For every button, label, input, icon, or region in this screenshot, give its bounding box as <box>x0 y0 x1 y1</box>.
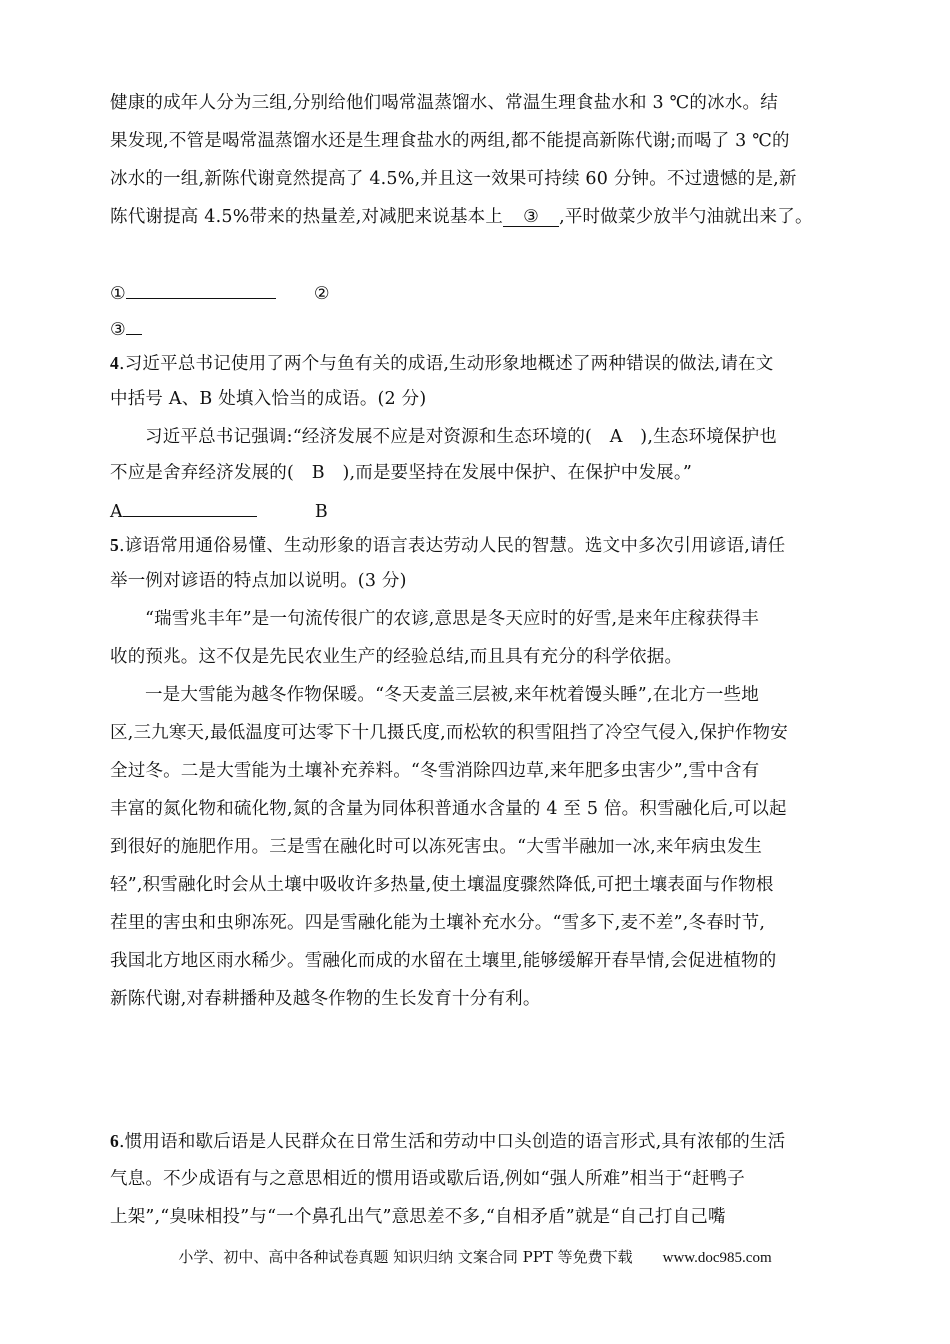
reading-line: “瑞雪兆丰年”是一句流传很广的农谚,意思是冬天应时的好雪,是来年庄稼获得丰 <box>145 609 759 629</box>
question-text: .谚语常用通俗易懂、生动形象的语言表达劳动人民的智慧。选文中多次引用谚语,请任 <box>118 536 786 556</box>
quote-line: 习近平总书记强调:“经济发展不应是对资源和生态环境的( A ),生态环境保护也 <box>145 427 777 447</box>
question-text: 举一例对谚语的特点加以说明。(3 分) <box>110 571 407 591</box>
question-text: .习近平总书记使用了两个与鱼有关的成语,生动形象地概述了两种错误的做法,请在文 <box>118 354 774 374</box>
question-number: 5 <box>110 535 119 555</box>
footer-text: 小学、初中、高中各种试卷真题 知识归纳 文案合同 PPT 等免费下载 <box>178 1248 633 1266</box>
answer-label-2: ② <box>313 284 330 304</box>
answer-label-a: A <box>110 502 123 522</box>
answer-label-b: B <box>314 502 328 522</box>
passage-line <box>110 206 845 228</box>
answer-row-1 <box>110 280 845 305</box>
question-text: 上架”,“臭味相投”与“一个鼻孔出气”意思差不多,“自相矛盾”就是“自己打自己嘴 <box>110 1207 726 1227</box>
answer-blank-a[interactable] <box>123 498 257 517</box>
question-4 <box>110 352 845 375</box>
reading-line: 收的预兆。这不仅是先民农业生产的经验总结,而且具有充分的科学依据。 <box>110 647 683 667</box>
answer-label-1: ① <box>110 284 126 304</box>
fill-blank-3[interactable]: ③ <box>503 208 559 227</box>
reading-line: 新陈代谢,对春耕播种及越冬作物的生长发育十分有利。 <box>110 989 541 1009</box>
question-text: .惯用语和歇后语是人民群众在日常生活和劳动中口头创造的语言形式,具有浓郁的生活 <box>118 1132 786 1152</box>
passage-line: 健康的成年人分为三组,分别给他们喝常温蒸馏水、常温生理食盐水和 3 ℃的冰水。结 <box>110 93 778 113</box>
reading-line: 我国北方地区雨水稀少。雪融化而成的水留在土壤里,能够缓解开春旱情,会促进植物的 <box>110 951 777 971</box>
reading-line: 一是大雪能为越冬作物保暖。“冬天麦盖三层被,来年枕着馒头睡”,在北方一些地 <box>145 685 759 705</box>
reading-line: 区,三九寒天,最低温度可达零下十几摄氏度,而松软的积雪阻挡了冷空气侵入,保护作物安 <box>110 723 788 743</box>
reading-line: 到很好的施肥作用。三是雪在融化时可以冻死害虫。“大雪半融加一冰,来年病虫发生 <box>110 837 763 857</box>
answer-row-2 <box>110 316 845 341</box>
footer-site-link[interactable]: www.doc985.com <box>662 1250 772 1266</box>
question-6 <box>110 1130 845 1153</box>
passage-line: 果发现,不管是喝常温蒸馏水还是生理食盐水的两组,都不能提高新陈代谢;而喝了 3 ℃的 <box>110 131 790 151</box>
question-text: 中括号 A、B 处填入恰当的成语。(2 分) <box>110 389 427 409</box>
quote-line: 不应是舍弃经济发展的( B ),而是要坚持在发展中保护、在保护中发展。” <box>110 463 692 483</box>
reading-line: 轻”,积雪融化时会从土壤中吸收许多热量,使土壤温度骤然降低,可把土壤表面与作物根 <box>110 875 774 895</box>
answer-row-4 <box>110 498 845 523</box>
reading-line: 茬里的害虫和虫卵冻死。四是雪融化能为土壤补充水分。“雪多下,麦不差”,冬春时节, <box>110 913 766 933</box>
answer-label-3: ③ <box>110 320 126 340</box>
answer-blank-1[interactable] <box>126 280 276 299</box>
passage-text: 陈代谢提高 4.5%带来的热量差,对减肥来说基本上 <box>110 207 504 227</box>
passage-text: ,平时做菜少放半勺油就出来了。 <box>559 207 813 227</box>
question-number: 4 <box>110 353 119 373</box>
page-footer <box>0 1247 950 1268</box>
reading-line: 丰富的氮化物和硫化物,氮的含量为同体积普通水含量的 4 至 5 倍。积雪融化后,可以起 <box>110 799 787 819</box>
answer-blank-3[interactable] <box>126 316 142 335</box>
question-5 <box>110 534 845 557</box>
question-text: 气息。不少成语有与之意思相近的惯用语或歇后语,例如“强人所难”相当于“赶鸭子 <box>110 1169 745 1189</box>
question-number: 6 <box>110 1131 119 1151</box>
reading-line: 全过冬。二是大雪能为土壤补充养料。“冬雪消除四边草,来年肥多虫害少”,雪中含有 <box>110 761 760 781</box>
passage-line: 冰水的一组,新陈代谢竟然提高了 4.5%,并且这一效果可持续 60 分钟。不过遗憾的是,新 <box>110 169 797 189</box>
